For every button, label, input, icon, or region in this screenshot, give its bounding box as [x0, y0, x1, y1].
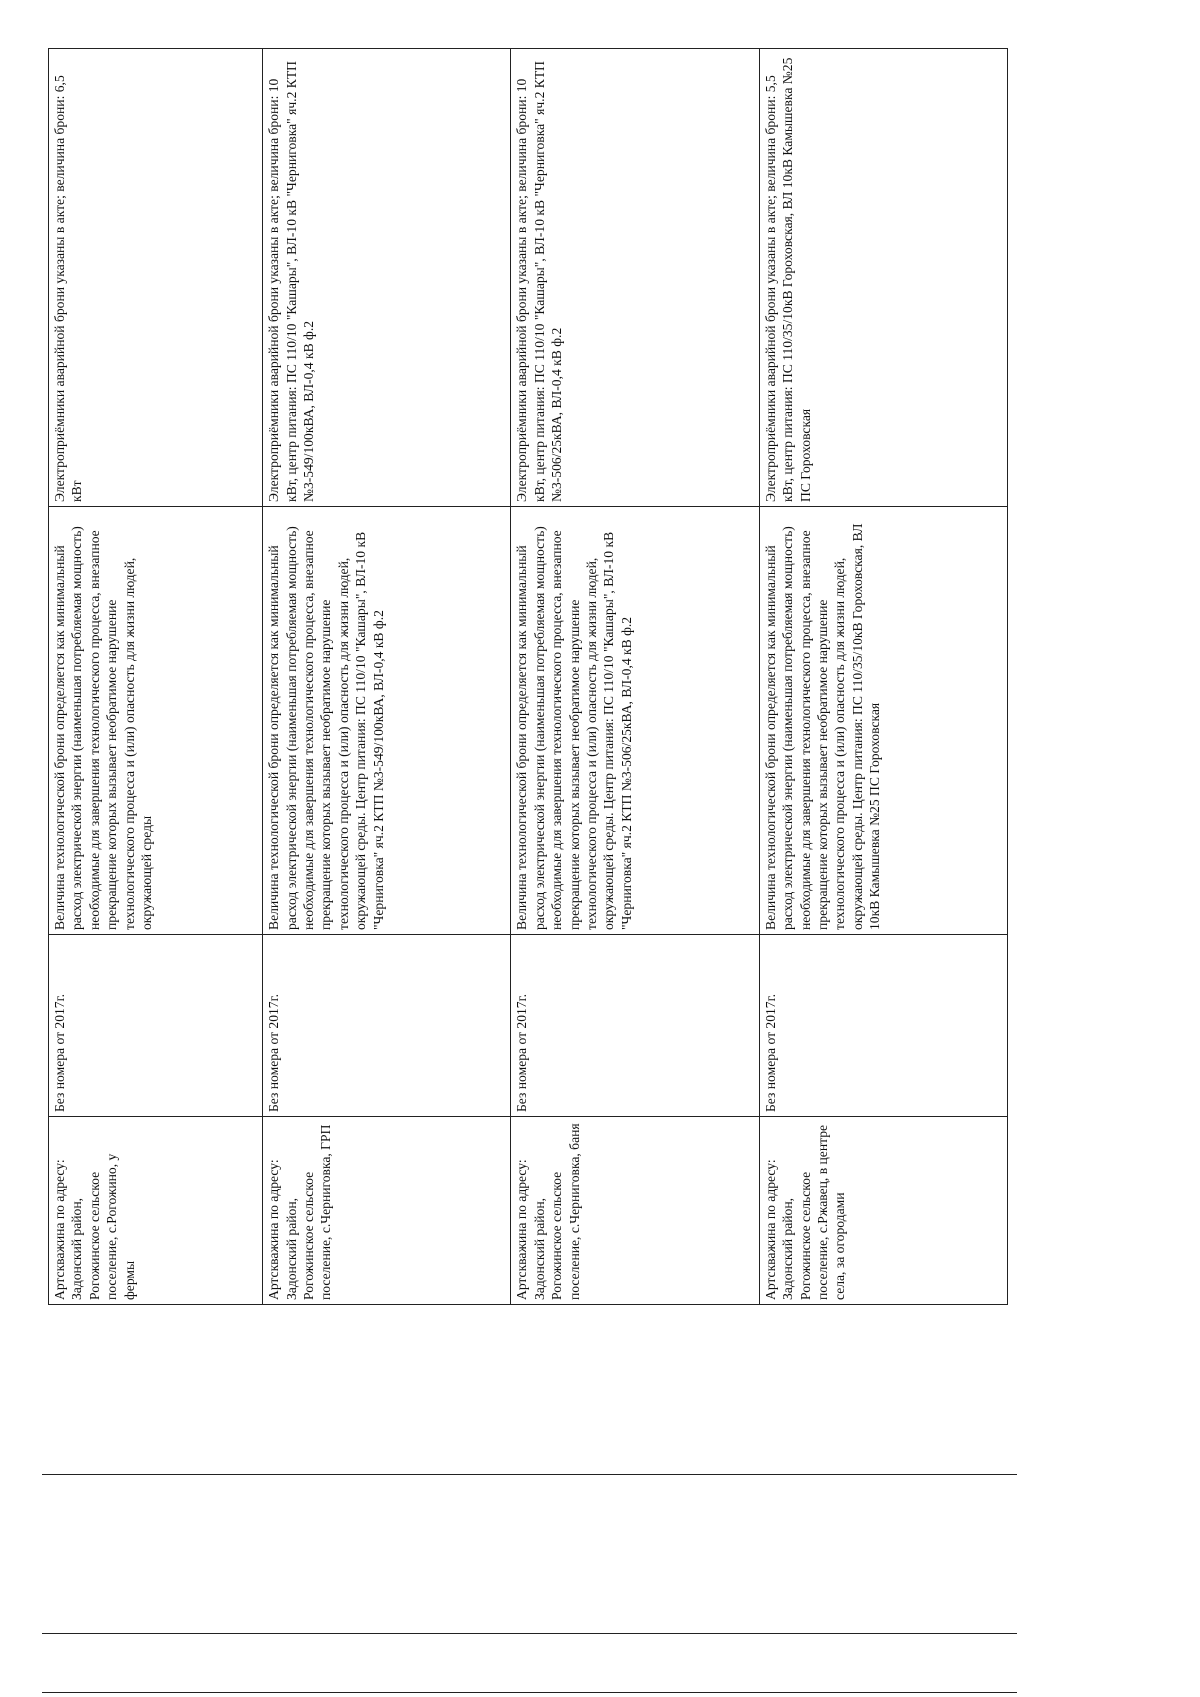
horizontal-rule: [42, 1474, 1017, 1475]
object-cell: Артскважина по адресу: Задонский район, Рогожинское сельское поселение, с.Ржавец, в центре села, за огородами: [759, 1117, 1007, 1305]
document-cell: Без номера от 2017г.: [263, 935, 511, 1117]
table-row: [49, 49, 263, 1305]
emergency-reserve-cell: Электроприёмники аварийной брони указаны в акте; величина брони: 6,5 кВт: [49, 49, 263, 507]
object-cell: Артскважина по адресу: Задонский район, Рогожинское сельское поселение, с.Рогожино, у фермы: [49, 1117, 263, 1305]
table-row: [759, 49, 1007, 1305]
horizontal-rule: [42, 1692, 1017, 1693]
document-cell: Без номера от 2017г.: [511, 935, 759, 1117]
tech-reserve-cell: Величина технологической брони определяется как минимальный расход электрической энергии (наименьшая потребляемая мощность) необходимые для завершения технологического процесса, внезапное прекращение которых вызывает необратимое нарушение технологического процесса и (или) опасность для жизни людей, окружающей среды. Центр питания: ПС 110/35/10кВ Гороховская, ВЛ 10кВ Камышевка №25 ПС Гороховская: [759, 507, 1007, 935]
tech-reserve-cell: Величина технологической брони определяется как минимальный расход электрической энергии (наименьшая потребляемая мощность) необходимые для завершения технологического процесса, внезапное прекращение которых вызывает необратимое нарушение технологического процесса и (или) опасность для жизни людей, окружающей среды. Центр питания: ПС 110/10 "Кашары", ВЛ-10 кВ "Черниговка" яч.2 КТП №3-549/100кВА, ВЛ-0,4 кВ ф.2: [263, 507, 511, 935]
horizontal-rule: [42, 1633, 1017, 1634]
rotated-table-container: [48, 49, 1008, 1305]
object-cell: Артскважина по адресу: Задонский район, Рогожинское сельское поселение, с.Черниговка, ГРП: [263, 1117, 511, 1305]
emergency-reserve-cell: Электроприёмники аварийной брони указаны в акте; величина брони: 10 кВт, центр питания: ПС 110/10 "Кашары", ВЛ-10 кВ "Черниговка" яч.2 КТП №3-549/100кВА, ВЛ-0,4 кВ ф.2: [263, 49, 511, 507]
tech-reserve-cell: Величина технологической брони определяется как минимальный расход электрической энергии (наименьшая потребляемая мощность) необходимые для завершения технологического процесса, внезапное прекращение которых вызывает необратимое нарушение технологического процесса и (или) опасность для жизни людей, окружающей среды: [49, 507, 263, 935]
table-row: [263, 49, 511, 1305]
table-row: [511, 49, 759, 1305]
document-cell: Без номера от 2017г.: [49, 935, 263, 1117]
reserve-table: [48, 48, 1008, 1305]
emergency-reserve-cell: Электроприёмники аварийной брони указаны в акте; величина брони: 5,5 кВт, центр питания: ПС 110/35/10кВ Гороховская, ВЛ 10кВ Камышевка №25 ПС Гороховская: [759, 49, 1007, 507]
document-cell: Без номера от 2017г.: [759, 935, 1007, 1117]
object-cell: Артскважина по адресу: Задонский район, Рогожинское сельское поселение, с.Черниговка, баня: [511, 1117, 759, 1305]
tech-reserve-cell: Величина технологической брони определяется как минимальный расход электрической энергии (наименьшая потребляемая мощность) необходимые для завершения технологического процесса, внезапное прекращение которых вызывает необратимое нарушение технологического процесса и (или) опасность для жизни людей, окружающей среды. Центр питания: ПС 110/10 "Кашары", ВЛ-10 кВ "Черниговка" яч.2 КТП №3-506/25кВА, ВЛ-0,4 кВ ф.2: [511, 507, 759, 935]
emergency-reserve-cell: Электроприёмники аварийной брони указаны в акте; величина брони: 10 кВт, центр питания: ПС 110/10 "Кашары", ВЛ-10 кВ "Черниговка" яч.2 КТП №3-506/25кВА, ВЛ-0,4 кВ ф.2: [511, 49, 759, 507]
